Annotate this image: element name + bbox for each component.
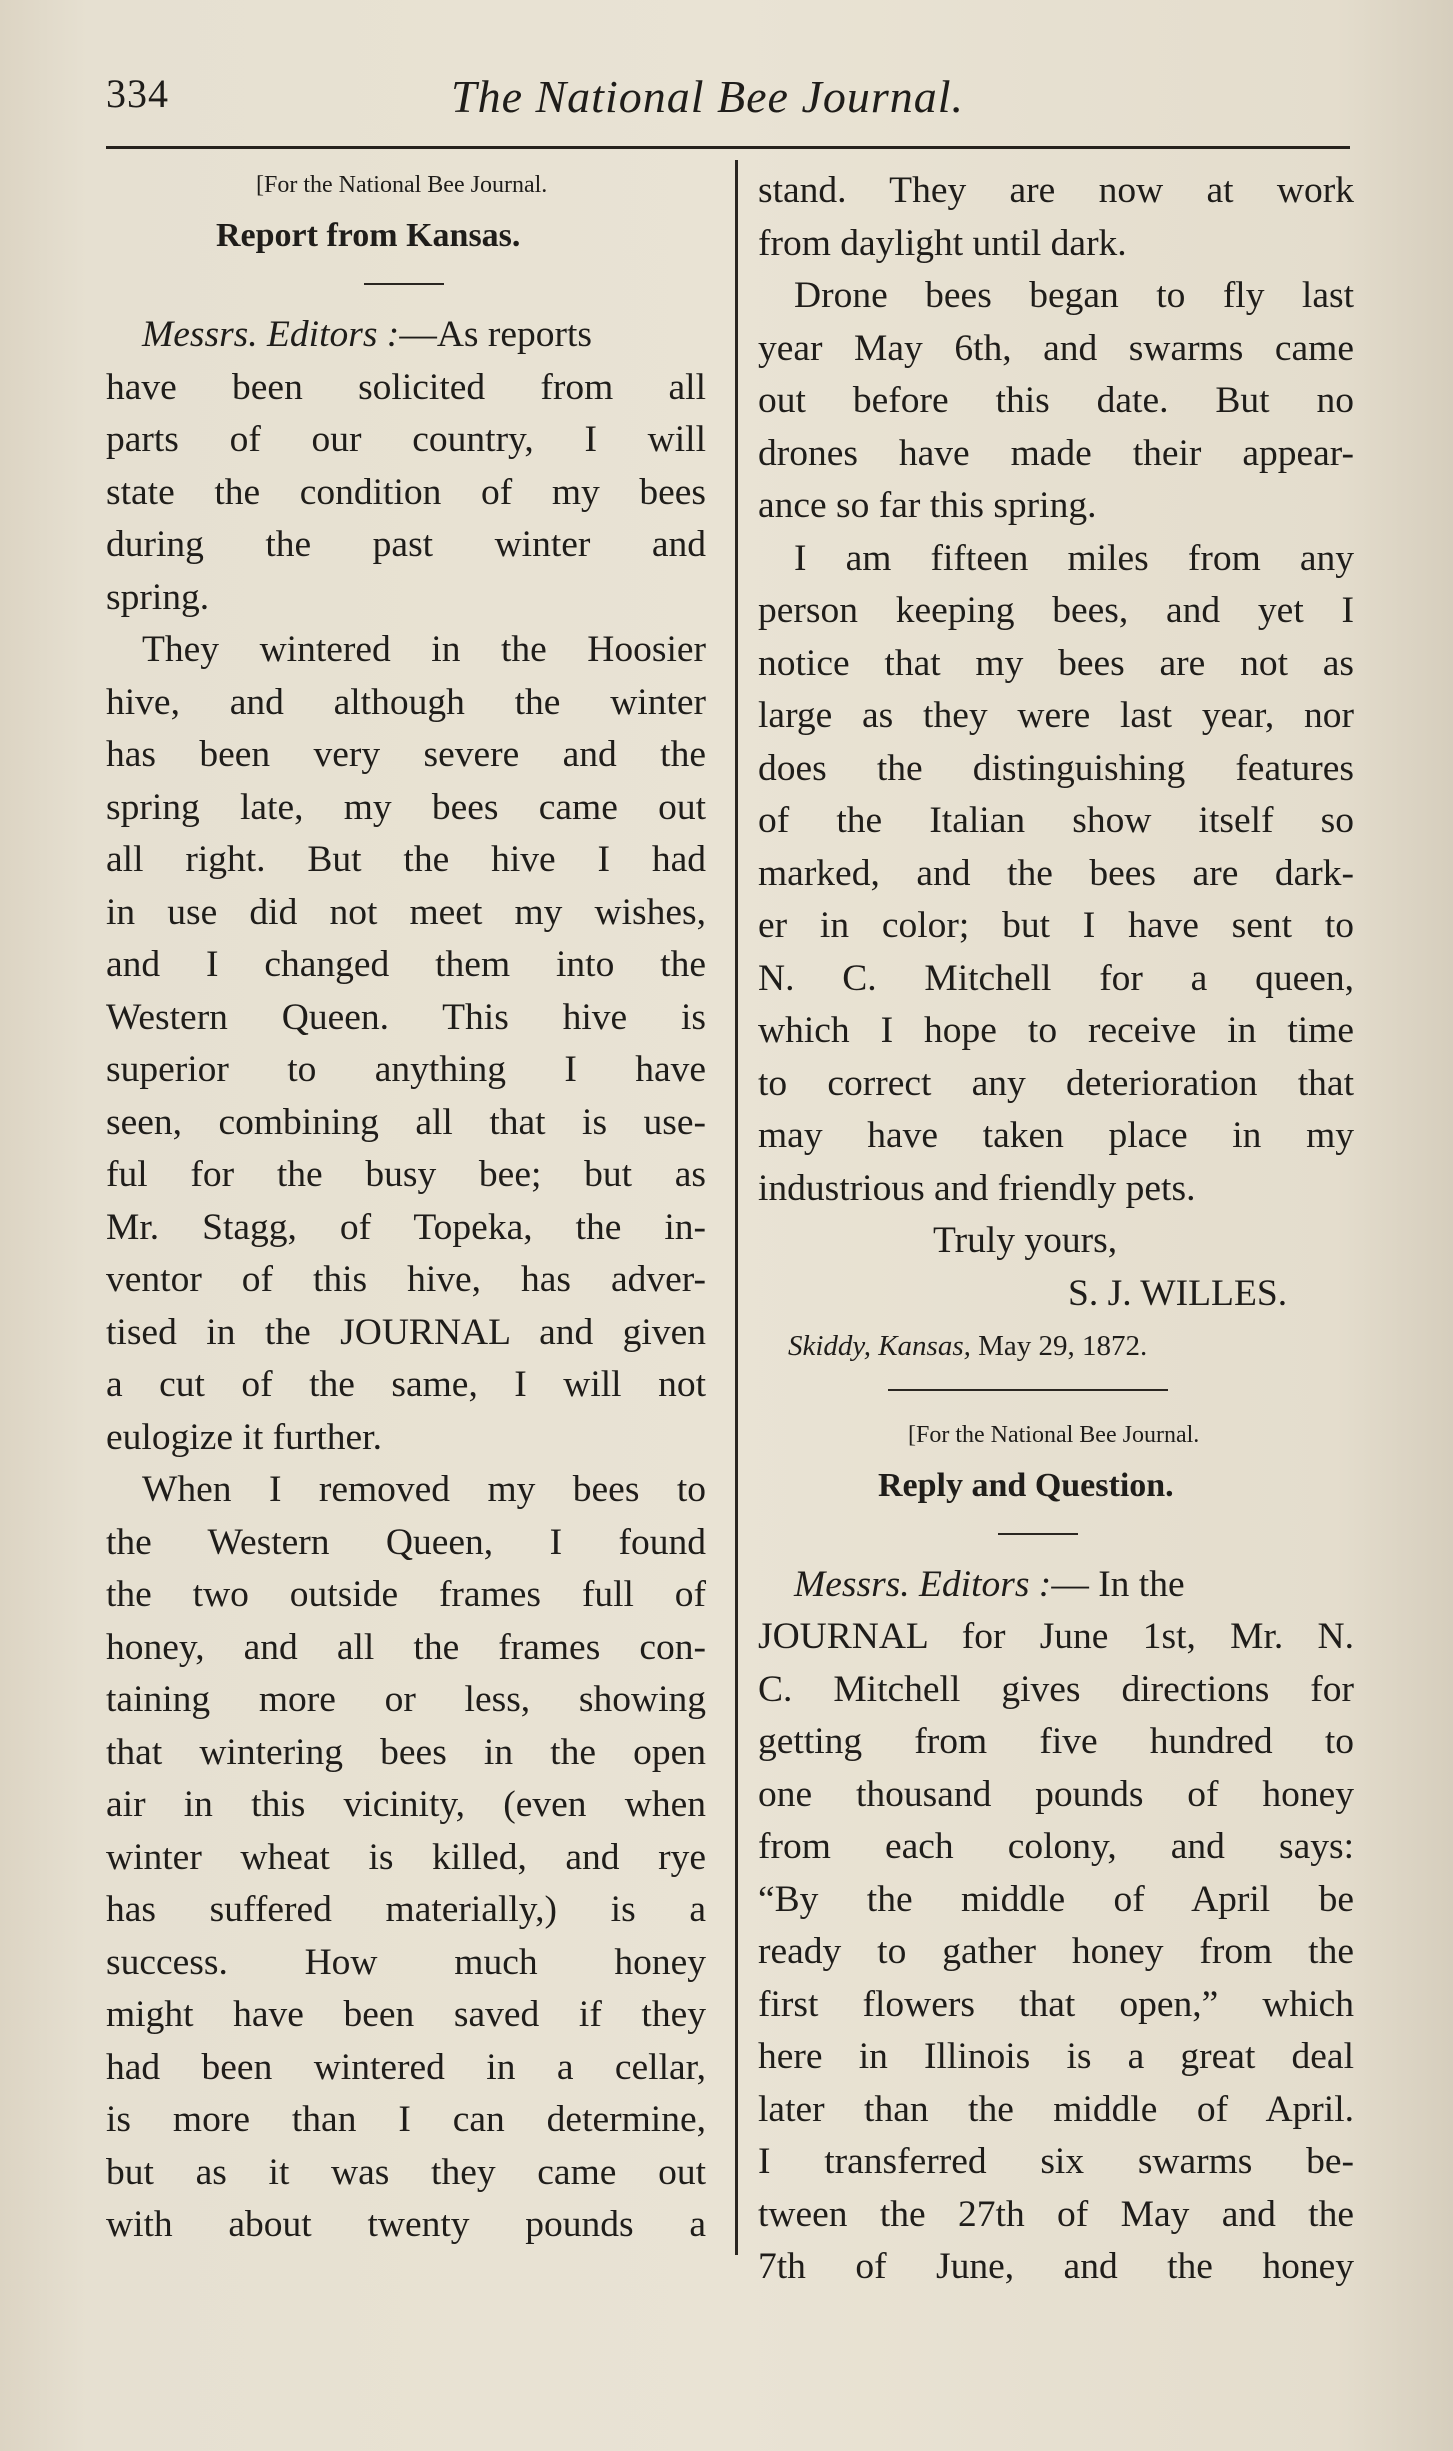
- text-line: honey, and all the frames con-: [106, 1626, 706, 1668]
- text-line: ful for the busy bee; but as: [106, 1154, 706, 1195]
- text-line: I transferred six swarms be-: [758, 2141, 1354, 2182]
- text-line: ance so far this spring.: [758, 485, 1097, 526]
- text-line: taining more or less, showing: [106, 1679, 706, 1720]
- signature-text: S. J. WILLES.: [1068, 1272, 1288, 1314]
- article-source-note: [For the National Bee Journal.: [908, 1421, 1200, 1448]
- text-line: seen, combining all that is use-: [106, 1101, 706, 1143]
- text-line: spring.: [106, 576, 210, 618]
- page-header: [106, 70, 1356, 130]
- text-line: out before this date. But no: [758, 380, 1354, 421]
- text-line: C. Mitchell gives directions for: [758, 1668, 1354, 1710]
- text-line: but as it was they came out: [106, 2151, 706, 2193]
- right-column: [758, 165, 1354, 2294]
- text-line: industrious and friendly pets.: [758, 1167, 1196, 1209]
- text-line: superior to anything I have: [106, 1049, 706, 1090]
- text-line: to correct any deterioration that: [758, 1062, 1354, 1104]
- text-line: have been solicited from all: [106, 366, 706, 408]
- left-column: [106, 165, 706, 2252]
- salutation-line: [106, 309, 706, 362]
- text-line: N. C. Mitchell for a queen,: [758, 957, 1354, 999]
- text-line: 7th of June, and the honey: [758, 2246, 1354, 2287]
- text-line: They wintered in the Hoosier: [142, 629, 706, 670]
- text-line: tween the 27th of May and the: [758, 2193, 1354, 2235]
- page-number: 334: [106, 71, 169, 116]
- dateline: [758, 1320, 1354, 1373]
- text-line: Western Queen. This hive is: [106, 996, 706, 1038]
- text-line: ready to gather honey from the: [758, 1931, 1354, 1972]
- text-line: with about twenty pounds a: [106, 2204, 706, 2245]
- header-rule: [106, 146, 1350, 149]
- closing: Truly yours,: [933, 1220, 1118, 1261]
- text-line: person keeping bees, and yet I: [758, 590, 1354, 631]
- column-divider: [735, 160, 738, 2255]
- text-line: state the condition of my bees: [106, 471, 706, 513]
- dateline-place: Skiddy, Kansas,: [788, 1330, 971, 1362]
- text-line: notice that my bees are not as: [758, 642, 1354, 684]
- text-line: has been very severe and the: [106, 734, 706, 775]
- text-line: from each colony, and says:: [758, 1826, 1354, 1867]
- text-line: hive, and although the winter: [106, 681, 706, 723]
- text-line: getting from five hundred to: [758, 1721, 1354, 1762]
- text-line: marked, and the bees are dark-: [758, 852, 1354, 894]
- signature: [758, 1268, 1354, 1321]
- article-body-continued: [758, 165, 1354, 1215]
- salutation-continuation: — In the: [1051, 1563, 1185, 1605]
- article-title: Reply and Question.: [878, 1466, 1174, 1504]
- text-line: all right. But the hive I had: [106, 839, 706, 880]
- text-line: Mr. Stagg, of Topeka, the in-: [106, 1206, 706, 1248]
- text-line: JOURNAL for June 1st, Mr. N.: [758, 1616, 1354, 1657]
- text-line: the two outside frames full of: [106, 1574, 706, 1615]
- text-line: that wintering bees in the open: [106, 1731, 706, 1773]
- text-line: may have taken place in my: [758, 1115, 1354, 1156]
- text-line: one thousand pounds of honey: [758, 1773, 1354, 1815]
- title-rule: [106, 267, 706, 309]
- dateline-date: May 29, 1872.: [978, 1330, 1148, 1362]
- text-line: Drone bees began to fly last: [794, 275, 1354, 316]
- text-line: spring late, my bees came out: [106, 786, 706, 828]
- salutation: Messrs. Editors :: [142, 314, 400, 355]
- text-line: air in this vicinity, (even when: [106, 1784, 706, 1825]
- text-line: a cut of the same, I will not: [106, 1364, 706, 1405]
- text-line: eulogize it further.: [106, 1416, 382, 1458]
- text-line: first flowers that open,” which: [758, 1983, 1354, 2025]
- text-line: during the past winter and: [106, 524, 706, 565]
- text-line: does the distinguishing features: [758, 747, 1354, 789]
- text-line: which I hope to receive in time: [758, 1010, 1354, 1051]
- salutation-line: [758, 1559, 1354, 1612]
- text-line: success. How much honey: [106, 1941, 706, 1983]
- text-line: tised in the JOURNAL and given: [106, 1311, 706, 1353]
- text-line: later than the middle of April.: [758, 2088, 1354, 2130]
- article-body: [758, 1611, 1354, 2294]
- article-separator: [758, 1373, 1354, 1415]
- text-line: here in Illinois is a great deal: [758, 2036, 1354, 2077]
- text-line: had been wintered in a cellar,: [106, 2046, 706, 2088]
- article-source-note: [For the National Bee Journal.: [256, 172, 548, 198]
- running-title: The National Bee Journal.: [451, 71, 965, 122]
- text-line: the Western Queen, I found: [106, 1521, 706, 1563]
- text-line: er in color; but I have sent to: [758, 905, 1354, 946]
- salutation-continuation: —As reports: [399, 314, 592, 355]
- text-line: from daylight until dark.: [758, 222, 1127, 264]
- text-line: drones have made their appear-: [758, 432, 1354, 474]
- text-line: is more than I can determine,: [106, 2099, 706, 2140]
- article-body: [106, 362, 706, 2252]
- text-line: has suffered materially,) is a: [106, 1889, 706, 1930]
- title-rule: [758, 1517, 1354, 1559]
- text-line: When I removed my bees to: [142, 1469, 706, 1510]
- article-title: Report from Kansas.: [216, 217, 521, 254]
- text-line: ventor of this hive, has adver-: [106, 1259, 706, 1300]
- text-line: and I changed them into the: [106, 944, 706, 985]
- text-line: large as they were last year, nor: [758, 695, 1354, 736]
- text-line: parts of our country, I will: [106, 419, 706, 460]
- text-line: stand. They are now at work: [758, 170, 1354, 211]
- text-line: “By the middle of April be: [758, 1878, 1354, 1920]
- text-line: I am fifteen miles from any: [794, 537, 1354, 579]
- text-line: winter wheat is killed, and rye: [106, 1836, 706, 1878]
- salutation: Messrs. Editors :: [794, 1563, 1052, 1605]
- text-line: of the Italian show itself so: [758, 800, 1354, 841]
- text-line: might have been saved if they: [106, 1994, 706, 2035]
- text-line: year May 6th, and swarms came: [758, 327, 1354, 369]
- text-line: in use did not meet my wishes,: [106, 891, 706, 933]
